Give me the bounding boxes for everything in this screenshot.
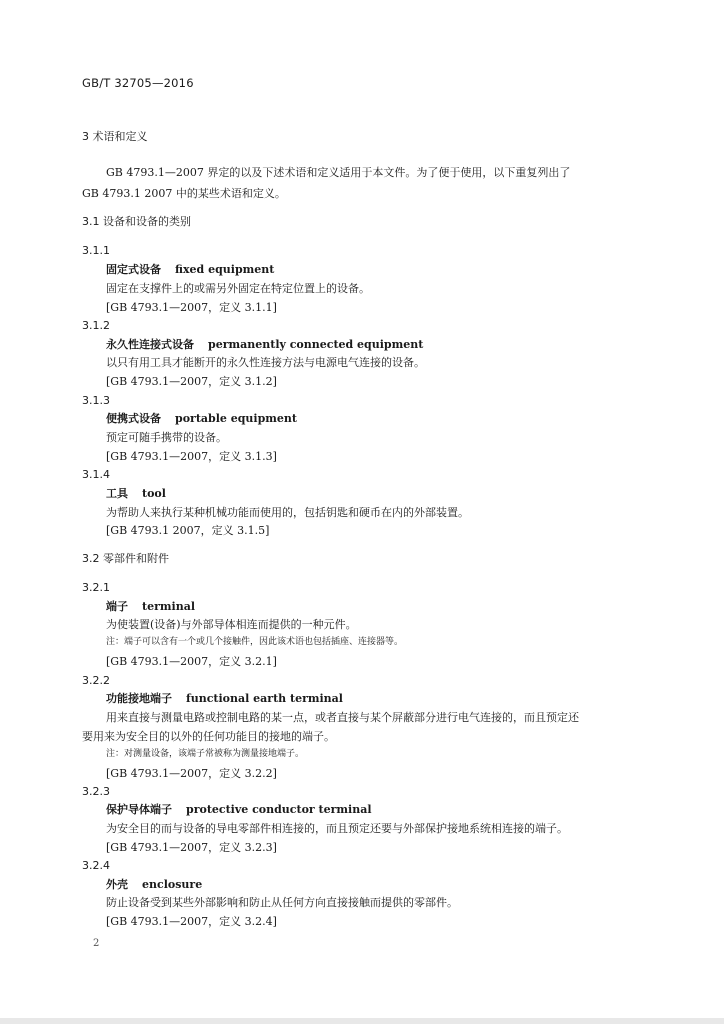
- term-reference: [GB 4793.1—2007，定义 3.2.2]: [106, 767, 277, 780]
- term-cn: 保护导体端子: [106, 803, 172, 816]
- entry-number: 3.1.4: [82, 468, 110, 481]
- term-definition: 固定在支撑件上的或需另外固定在特定位置上的设备。: [106, 282, 370, 295]
- term-definition-line-1: 用来直接与测量电路或控制电路的某一点，或者直接与某个屏蔽部分进行电气连接的，而且预定还: [106, 711, 579, 724]
- term-reference: [GB 4793.1—2007，定义 3.2.1]: [106, 655, 277, 668]
- term-cn: 功能接地端子: [106, 692, 172, 705]
- term-heading: [106, 339, 423, 350]
- section-3-2-title: 3.2 零部件和附件: [82, 552, 169, 565]
- term-note: 注：对测量设备，该端子常被称为测量接地端子。: [106, 749, 305, 759]
- term-heading: [106, 804, 372, 815]
- entry-number: 3.1.1: [82, 244, 110, 257]
- term-heading: [106, 601, 195, 612]
- page-number: 2: [93, 938, 100, 949]
- term-en: protective conductor terminal: [186, 803, 372, 816]
- term-en: terminal: [142, 600, 195, 613]
- term-heading: [106, 879, 202, 890]
- viewer-bottom-edge: [0, 1018, 724, 1024]
- section-3-1-title: 3.1 设备和设备的类别: [82, 215, 191, 228]
- entry-number: 3.2.1: [82, 581, 110, 594]
- term-definition-line-2: 要用来为安全目的以外的任何功能目的接地的端子。: [82, 730, 335, 743]
- term-cn: 永久性连接式设备: [106, 338, 194, 351]
- term-en: functional earth terminal: [186, 692, 343, 705]
- term-reference: [GB 4793.1—2007，定义 3.1.1]: [106, 301, 277, 314]
- term-reference: [GB 4793.1—2007，定义 3.1.3]: [106, 450, 277, 463]
- term-en: portable equipment: [175, 412, 298, 425]
- term-reference: [GB 4793.1—2007，定义 3.2.3]: [106, 841, 277, 854]
- term-note: 注：端子可以含有一个或几个接触件，因此该术语也包括插座、连接器等。: [106, 637, 404, 647]
- term-definition: 为帮助人来执行某种机械功能而使用的，包括钥匙和硬币在内的外部装置。: [106, 506, 469, 519]
- intro-line-1: GB 4793.1—2007 界定的以及下述术语和定义适用于本文件。为了便于使用，以下重复列出了: [106, 166, 571, 179]
- term-cn: 便携式设备: [106, 412, 161, 425]
- term-en: tool: [142, 487, 166, 500]
- term-en: enclosure: [142, 878, 203, 891]
- entry-number: 3.2.3: [82, 785, 110, 798]
- term-cn: 端子: [106, 600, 128, 613]
- term-reference: [GB 4793.1—2007，定义 3.2.4]: [106, 915, 277, 928]
- intro-line-2: GB 4793.1 2007 中的某些术语和定义。: [82, 187, 286, 200]
- term-heading: [106, 488, 166, 499]
- term-cn: 固定式设备: [106, 263, 161, 276]
- term-definition: 防止设备受到某些外部影响和防止从任何方向直接接触而提供的零部件。: [106, 896, 458, 909]
- document-header: GB/T 32705—2016: [82, 76, 194, 90]
- entry-number: 3.1.3: [82, 394, 110, 407]
- entry-number: 3.2.4: [82, 859, 110, 872]
- term-reference: [GB 4793.1—2007，定义 3.1.2]: [106, 375, 277, 388]
- term-definition: 预定可随手携带的设备。: [106, 431, 227, 444]
- entry-number: 3.1.2: [82, 319, 110, 332]
- term-cn: 工具: [106, 487, 128, 500]
- section-3-title: 3 术语和定义: [82, 130, 148, 143]
- term-definition: 以只有用工具才能断开的永久性连接方法与电源电气连接的设备。: [106, 356, 425, 369]
- term-en: permanently connected equipment: [208, 338, 424, 351]
- term-heading: [106, 264, 274, 275]
- term-definition: 为使装置(设备)与外部导体相连而提供的一种元件。: [106, 618, 357, 631]
- term-heading: [106, 413, 297, 424]
- term-reference: [GB 4793.1 2007，定义 3.1.5]: [106, 524, 270, 537]
- term-definition: 为安全目的而与设备的导电零部件相连接的，而且预定还要与外部保护接地系统相连接的端子。: [106, 822, 568, 835]
- term-cn: 外壳: [106, 878, 128, 891]
- term-en: fixed equipment: [175, 263, 275, 276]
- entry-number: 3.2.2: [82, 674, 110, 687]
- term-heading: [106, 693, 343, 704]
